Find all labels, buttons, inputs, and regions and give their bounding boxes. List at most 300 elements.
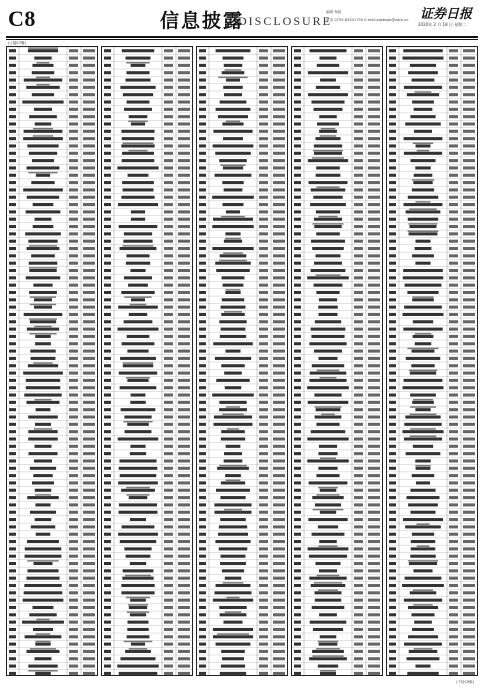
table-cell-text	[294, 232, 301, 235]
table-cell-text	[463, 445, 475, 448]
table-cell-text	[354, 394, 363, 397]
table-cell-text	[216, 108, 251, 111]
table-cell-text	[26, 379, 60, 382]
table-cell-text	[259, 577, 268, 580]
table-cell-text	[415, 166, 430, 169]
table-cell-text	[404, 306, 442, 309]
table-cell-text	[368, 401, 380, 404]
table-cell-text	[259, 628, 268, 631]
table-cell-text	[164, 599, 173, 602]
table-cell-text	[104, 496, 111, 499]
table-cell-text	[25, 547, 62, 550]
table-cell-text	[463, 122, 475, 125]
table-cell-text	[124, 108, 152, 111]
table-cell-text	[220, 672, 246, 675]
table-cell-text	[319, 130, 337, 133]
table-cell-text	[178, 298, 190, 301]
table-cell-text	[354, 262, 363, 265]
table-cell-text	[273, 408, 285, 411]
table-cell-text	[318, 467, 337, 470]
table-cell-text	[199, 643, 206, 646]
table-cell-text	[294, 49, 301, 52]
table-cell-text	[389, 496, 396, 499]
table-cell-text	[164, 540, 173, 543]
table-cell-text	[199, 152, 206, 155]
table-cell-text	[199, 372, 206, 375]
table-cell-text	[410, 64, 436, 67]
table-cell-text	[69, 320, 78, 323]
table-cell-text	[463, 452, 475, 455]
table-cell-text	[9, 108, 16, 111]
table-cell-text	[389, 328, 396, 331]
table-cell-text	[273, 247, 285, 250]
table-cell-text	[9, 621, 16, 624]
table-cell-text	[315, 320, 341, 323]
table-cell-text	[259, 643, 268, 646]
table-cell-text	[164, 562, 173, 565]
table-cell-text	[273, 232, 285, 235]
table-cell-text	[104, 569, 111, 572]
table-cell-text	[259, 188, 268, 191]
table-cell-text	[128, 174, 149, 177]
table-cell-text	[9, 181, 16, 184]
table-cell-text	[83, 459, 95, 462]
table-cell-text	[463, 386, 475, 389]
table-cell-text	[294, 357, 301, 360]
table-cell-text	[104, 93, 111, 96]
table-cell-text	[178, 657, 190, 660]
table-cell-text	[83, 57, 95, 60]
table-cell-text	[83, 203, 95, 206]
table-cell-text	[368, 474, 380, 477]
table-cell-text	[69, 240, 78, 243]
table-cell-text	[294, 276, 301, 279]
table-cell-text	[259, 210, 268, 213]
table-cell-text	[164, 467, 173, 470]
table-cell-text	[259, 584, 268, 587]
table-cell-text	[104, 394, 111, 397]
table-cell-text	[318, 306, 338, 309]
table-cell-text	[368, 203, 380, 206]
table-cell-text	[69, 357, 78, 360]
table-cell-text	[69, 181, 78, 184]
table-cell-text	[9, 188, 16, 191]
table-cell-text	[69, 547, 78, 550]
table-cell-text	[104, 284, 111, 287]
table-cell-text	[354, 628, 363, 631]
table-cell-text	[178, 540, 190, 543]
table-cell-text	[83, 225, 95, 228]
table-cell-text	[273, 547, 285, 550]
table-cell-text	[259, 599, 268, 602]
table-cell-text	[354, 320, 363, 323]
table-cell-text	[407, 93, 439, 96]
table-cell-text	[104, 247, 111, 250]
table-cell-text	[273, 79, 285, 82]
table-cell-text	[199, 298, 206, 301]
table-cell-text	[178, 474, 190, 477]
table-cell-text	[463, 254, 475, 257]
table-cell-text	[316, 254, 341, 257]
table-cell-text	[131, 210, 145, 213]
table-cell-text	[354, 657, 363, 660]
table-cell-text	[222, 657, 244, 660]
table-cell-text	[463, 364, 475, 367]
table-cell-text	[223, 57, 244, 60]
table-cell-text	[273, 562, 285, 565]
table-cell-text	[463, 262, 475, 265]
table-cell-text	[83, 291, 95, 294]
table-cell-text	[259, 445, 268, 448]
table-cell-text	[463, 584, 475, 587]
table-cell-text	[164, 511, 173, 514]
table-cell-text	[273, 628, 285, 631]
table-cell-text	[104, 452, 111, 455]
table-cell-text	[259, 394, 268, 397]
table-cell-text	[354, 232, 363, 235]
table-cell-text	[199, 203, 206, 206]
table-cell-text	[294, 342, 301, 345]
table-cell-text	[199, 591, 206, 594]
table-cell-text	[368, 650, 380, 653]
table-cell-text	[389, 291, 396, 294]
table-cell-text	[213, 342, 253, 345]
table-cell-text	[9, 423, 16, 426]
table-cell-text	[449, 298, 458, 301]
table-cell-text	[408, 635, 438, 638]
table-cell-text	[69, 525, 78, 528]
table-cell-text	[313, 628, 343, 631]
table-cell-text	[294, 665, 301, 668]
table-cell-text	[449, 459, 458, 462]
table-cell-text	[104, 320, 111, 323]
table-cell-text	[316, 166, 340, 169]
table-cell-text	[225, 350, 240, 353]
table-cell-text	[83, 533, 95, 536]
table-cell-text	[69, 313, 78, 316]
table-cell-text	[83, 555, 95, 558]
table-cell-text	[317, 122, 339, 125]
table-cell-text	[389, 386, 396, 389]
table-cell-text	[199, 232, 206, 235]
table-cell-text	[199, 108, 206, 111]
table-cell-text	[83, 86, 95, 89]
table-cell-text	[216, 489, 250, 492]
table-cell-text	[178, 650, 190, 653]
table-cell-text	[31, 254, 55, 257]
table-cell-text	[83, 79, 95, 82]
table-cell-text	[199, 335, 206, 338]
table-cell-text	[129, 606, 147, 609]
table-cell-text	[130, 269, 145, 272]
table-cell-text	[121, 144, 154, 147]
table-cell-text	[9, 144, 16, 147]
table-cell-text	[463, 232, 475, 235]
table-cell-text	[449, 342, 458, 345]
table-cell-text	[368, 467, 380, 470]
table-cell-text	[308, 93, 348, 96]
table-cell-text	[273, 122, 285, 125]
table-cell-text	[164, 291, 173, 294]
table-cell-text	[9, 159, 16, 162]
table-cell-text	[463, 430, 475, 433]
table-cell-text	[199, 415, 206, 418]
table-cell-text	[104, 657, 111, 660]
table-cell-text	[104, 291, 111, 294]
table-cell-text	[354, 188, 363, 191]
table-cell-text	[164, 49, 173, 52]
table-cell-text	[164, 357, 173, 360]
table-cell-text	[368, 291, 380, 294]
table-cell-text	[24, 79, 62, 82]
table-cell-text	[83, 511, 95, 514]
table-cell-text	[294, 386, 301, 389]
table-cell-text	[121, 196, 154, 199]
table-cell-text	[30, 320, 56, 323]
table-cell-text	[389, 350, 396, 353]
table-cell-text	[449, 408, 458, 411]
table-cell-text	[199, 430, 206, 433]
table-cell-text	[178, 415, 190, 418]
table-cell-text	[178, 152, 190, 155]
table-cell-text	[222, 122, 243, 125]
table-cell-text	[218, 533, 248, 536]
table-cell-text	[199, 218, 206, 221]
table-cell-text	[368, 64, 380, 67]
table-cell-text	[199, 569, 206, 572]
table-cell-text	[259, 459, 268, 462]
table-cell-text	[412, 254, 434, 257]
table-cell-text	[220, 254, 247, 257]
table-cell-text	[199, 481, 206, 484]
table-cell-text	[69, 49, 78, 52]
table-cell-text	[389, 144, 396, 147]
table-cell-text	[449, 489, 458, 492]
table-cell-text	[9, 254, 16, 257]
table-cell-text	[69, 379, 78, 382]
table-cell-text	[368, 152, 380, 155]
table-cell-text	[273, 291, 285, 294]
table-cell-text	[410, 159, 435, 162]
table-cell-text	[389, 254, 396, 257]
table-cell-text	[35, 335, 50, 338]
table-cell-text	[122, 181, 154, 184]
table-cell-text	[104, 650, 111, 653]
table-cell-text	[354, 49, 363, 52]
table-cell-text	[9, 276, 16, 279]
table-cell-text	[414, 130, 432, 133]
table-cell-text	[178, 489, 190, 492]
table-cell-text	[273, 86, 285, 89]
table-cell-text	[178, 401, 190, 404]
table-cell-text	[119, 503, 157, 506]
table-cell-text	[294, 350, 301, 353]
table-cell-text	[130, 613, 146, 616]
table-cell-text	[273, 313, 285, 316]
table-cell-text	[273, 269, 285, 272]
table-cell-text	[412, 533, 434, 536]
table-cell-text	[199, 621, 206, 624]
table-cell-text	[9, 115, 16, 118]
table-cell-text	[221, 313, 244, 316]
table-cell-text	[9, 196, 16, 199]
table-cell-text	[178, 518, 190, 521]
table-cell-text	[222, 181, 243, 184]
table-cell-text	[199, 496, 206, 499]
table-cell-text	[354, 584, 363, 587]
table-cell-text	[389, 613, 396, 616]
table-cell-text	[449, 503, 458, 506]
table-cell-text	[449, 540, 458, 543]
table-cell-text	[463, 86, 475, 89]
publication-date: 2020年 2 月 18 日 星期二	[418, 22, 467, 27]
table-cell-text	[199, 503, 206, 506]
table-cell-text	[389, 394, 396, 397]
table-cell-text	[449, 591, 458, 594]
table-cell-text	[9, 401, 16, 404]
table-cell-text	[124, 547, 151, 550]
table-cell-text	[449, 232, 458, 235]
table-cell-text	[319, 445, 337, 448]
table-cell-text	[354, 350, 363, 353]
table-cell-text	[178, 313, 190, 316]
table-cell-text	[273, 342, 285, 345]
table-cell-text	[389, 276, 396, 279]
table-cell-text	[368, 79, 380, 82]
table-cell-text	[199, 562, 206, 565]
table-cell-text	[164, 445, 173, 448]
table-cell-text	[69, 489, 78, 492]
table-cell-text	[294, 423, 301, 426]
table-cell-text	[389, 408, 396, 411]
table-cell-text	[9, 284, 16, 287]
table-cell-text	[199, 408, 206, 411]
table-cell-text	[449, 467, 458, 470]
table-cell-text	[463, 313, 475, 316]
table-cell-text	[126, 262, 150, 265]
table-cell-text	[259, 672, 268, 675]
table-cell-text	[463, 159, 475, 162]
table-cell-text	[259, 533, 268, 536]
table-cell-text	[69, 518, 78, 521]
table-cell-text	[259, 423, 268, 426]
table-cell-text	[415, 342, 431, 345]
table-cell-text	[368, 320, 380, 323]
table-cell-text	[104, 562, 111, 565]
table-cell-text	[273, 159, 285, 162]
table-cell-text	[368, 306, 380, 309]
table-cell-text	[294, 525, 301, 528]
table-cell-text	[389, 599, 396, 602]
table-cell-text	[83, 313, 95, 316]
table-cell-text	[131, 394, 146, 397]
table-cell-text	[83, 284, 95, 287]
table-cell-text	[178, 555, 190, 558]
table-cell-text	[178, 100, 190, 103]
table-cell-text	[83, 584, 95, 587]
table-cell-text	[199, 100, 206, 103]
table-cell-text	[131, 298, 145, 301]
table-cell-text	[224, 188, 243, 191]
table-cell-text	[354, 269, 363, 272]
table-cell-text	[368, 313, 380, 316]
table-cell-text	[354, 547, 363, 550]
table-cell-text	[316, 423, 339, 426]
table-cell-text	[354, 672, 363, 675]
table-cell-text	[404, 137, 443, 140]
table-cell-text	[463, 599, 475, 602]
table-cell-text	[104, 174, 111, 177]
table-cell-text	[9, 650, 16, 653]
table-cell-text	[69, 262, 78, 265]
table-cell-text	[213, 628, 253, 631]
table-cell-text	[273, 496, 285, 499]
table-cell-text	[409, 232, 438, 235]
table-cell-text	[463, 540, 475, 543]
table-cell-text	[463, 225, 475, 228]
table-cell-text	[216, 643, 251, 646]
table-cell-text	[120, 540, 156, 543]
table-cell-text	[389, 262, 396, 265]
table-cell-text	[83, 64, 95, 67]
table-cell-text	[273, 357, 285, 360]
table-cell-text	[309, 555, 347, 558]
table-cell-text	[217, 467, 249, 470]
table-cell-text	[273, 437, 285, 440]
table-cell-text	[104, 408, 111, 411]
table-cell-text	[199, 174, 206, 177]
table-cell-text	[83, 49, 95, 52]
table-cell-text	[225, 232, 240, 235]
table-cell-text	[69, 445, 78, 448]
table-cell-text	[127, 635, 150, 638]
table-cell-text	[312, 496, 343, 499]
table-cell-text	[294, 540, 301, 543]
table-cell-text	[389, 430, 396, 433]
table-cell-text	[463, 635, 475, 638]
table-cell-text	[259, 547, 268, 550]
table-cell-text	[9, 79, 16, 82]
table-cell-text	[294, 591, 301, 594]
table-cell-text	[273, 137, 285, 140]
table-cell-text	[212, 196, 254, 199]
table-cell-text	[164, 240, 173, 243]
table-cell-text	[164, 555, 173, 558]
table-cell-text	[9, 342, 16, 345]
table-cell-text	[83, 437, 95, 440]
table-cell-text	[259, 232, 268, 235]
table-cell-text	[273, 533, 285, 536]
table-cell-text	[164, 547, 173, 550]
table-cell-text	[273, 71, 285, 74]
table-cell-text	[463, 108, 475, 111]
table-cell-text	[404, 643, 442, 646]
table-cell-text	[449, 481, 458, 484]
table-cell-text	[368, 496, 380, 499]
table-cell-text	[259, 86, 268, 89]
table-cell-text	[32, 159, 54, 162]
table-cell-text	[199, 577, 206, 580]
table-cell-text	[69, 401, 78, 404]
table-cell-text	[29, 115, 57, 118]
table-cell-text	[389, 284, 396, 287]
table-cell-text	[104, 269, 111, 272]
table-cell-text	[164, 621, 173, 624]
table-cell-text	[199, 122, 206, 125]
table-cell-text	[199, 262, 206, 265]
table-cell-text	[449, 49, 458, 52]
table-cell-text	[294, 335, 301, 338]
